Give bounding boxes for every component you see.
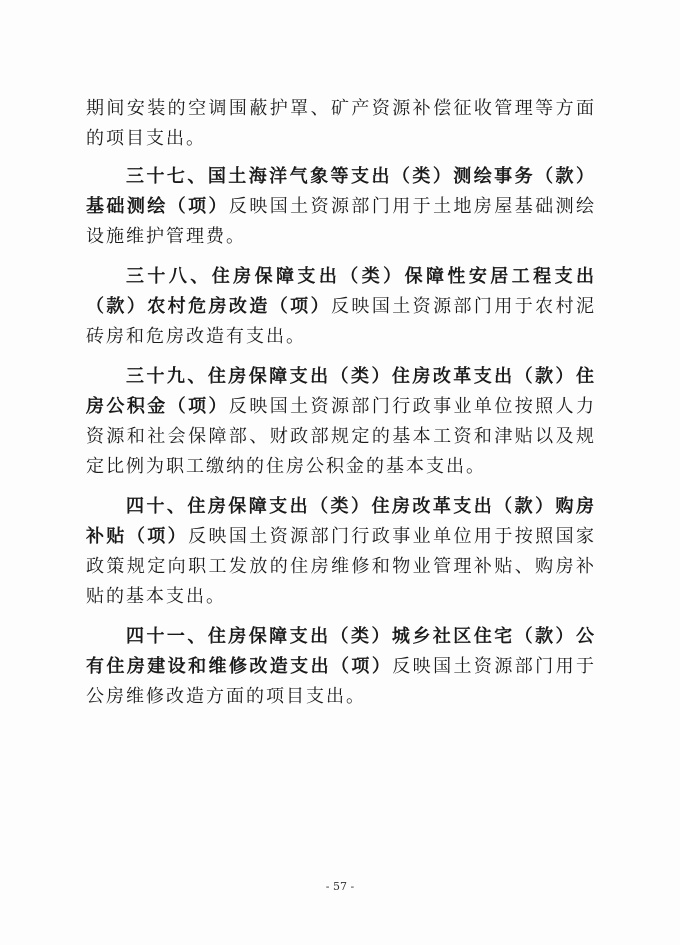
paragraph-text: 反映国土资源部门用于公房维修改造方面的项目支出。 bbox=[86, 656, 596, 707]
paragraph-heading: 四十、住房保障支出（类）住房改革支出（款）购房补贴（项） bbox=[86, 496, 596, 547]
paragraph-text: 反映国土资源部门行政事业单位按照人力资源和社会保障部、财政部规定的基本工资和津贴以及规定比例为职工缴纳的住房公积金的基本支出。 bbox=[86, 396, 597, 477]
paragraph-text: 反映国土资源部门用于农村泥砖房和危房改造有支出。 bbox=[86, 296, 596, 347]
paragraph-text: 反映国土资源部门用于土地房屋基础测绘设施维护管理费。 bbox=[86, 196, 597, 247]
paragraph-heading: 三十七、国土海洋气象等支出（类）测绘事务（款）基础测绘（项） bbox=[86, 166, 596, 217]
paragraph-item-41 bbox=[86, 622, 596, 712]
paragraph-heading: 四十一、住房保障支出（类）城乡社区住宅（款）公有住房建设和维修改造支出（项） bbox=[86, 626, 596, 677]
document-body bbox=[86, 94, 596, 722]
paragraph-item-40 bbox=[86, 492, 596, 612]
page-number: - 57 - bbox=[325, 880, 355, 893]
paragraph-text: 反映国土资源部门行政事业单位用于按照国家政策规定向职工发放的住房维修和物业管理补贴、购房补贴的基本支出。 bbox=[86, 526, 597, 607]
paragraph-item-39 bbox=[86, 362, 596, 482]
paragraph-item-38 bbox=[86, 262, 596, 352]
paragraph-heading: 三十八、住房保障支出（类）保障性安居工程支出（款）农村危房改造（项） bbox=[86, 266, 596, 317]
paragraph-heading: 三十九、住房保障支出（类）住房改革支出（款）住房公积金（项） bbox=[86, 366, 596, 417]
paragraph-item-37 bbox=[86, 162, 596, 252]
paragraph-continuation bbox=[86, 94, 596, 154]
paragraph-text: 期间安装的空调围蔽护罩、矿产资源补偿征收管理等方面的项目支出。 bbox=[86, 98, 596, 149]
